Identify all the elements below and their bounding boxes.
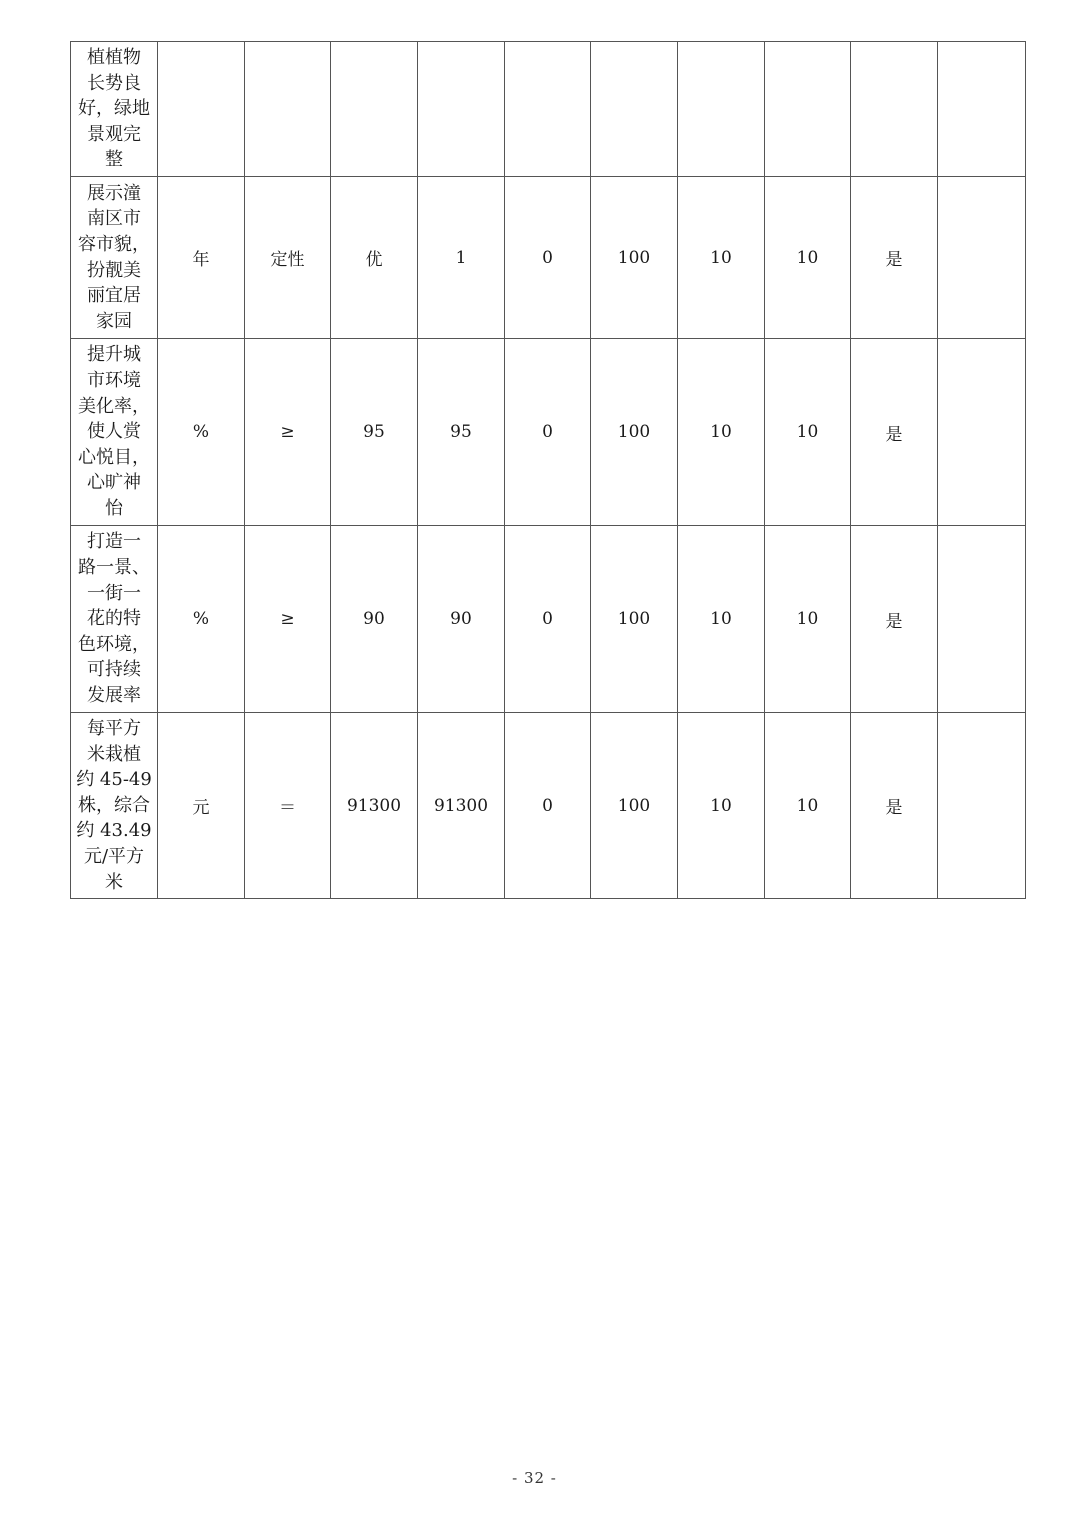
deviation-cell: 0 [505,339,591,526]
indicator-text-line: 市环境 [87,370,141,392]
table-row [71,526,1026,713]
meets-target-cell: 是 [851,526,938,713]
indicator-text-line: 怡 [105,497,123,519]
indicator-text-line: 南区市 [87,208,141,230]
indicator-cell [71,177,158,339]
indicator-text-line: 约 45-49 [76,769,152,791]
meets-target-cell [851,42,938,177]
target-value-cell: 95 [331,339,418,526]
deviation-cell [505,42,591,177]
indicator-text-line: 家园 [96,310,132,332]
target-value-cell: 优 [331,177,418,339]
indicator-cell [71,526,158,713]
indicator-text-line: 提升城 [87,344,141,366]
completion-rate-cell: 100 [591,177,678,339]
table-row [71,42,1026,177]
indicator-text-line: 打造一 [87,531,141,553]
remarks-cell [938,42,1026,177]
indicator-text-line: 元/平方 [83,845,145,867]
indicator-text-line: 植植物 [87,47,141,69]
weight-score-cell: 10 [678,713,765,899]
actual-value-cell: 91300 [418,713,505,899]
completion-rate-cell: 100 [591,526,678,713]
table-row [71,177,1026,339]
deviation-cell: 0 [505,526,591,713]
indicator-cell [71,42,158,177]
indicator-text-line: 美化率， [78,395,150,417]
indicator-text-line: 米 [105,871,123,893]
completion-rate-cell: 100 [591,713,678,899]
comparison-cell: 定性 [245,177,331,339]
comparison-cell: ≥ [245,526,331,713]
unit-cell: 年 [158,177,245,339]
weight-score-cell: 10 [678,339,765,526]
table-row [71,339,1026,526]
indicator-text-line: 长势良 [87,72,141,94]
unit-cell: 元 [158,713,245,899]
indicator-text-line: 景观完 [87,123,141,145]
indicator-text-line: 发展率 [87,684,141,706]
actual-score-cell: 10 [765,526,851,713]
indicator-text-line: 丽宜居 [87,285,141,307]
remarks-cell [938,177,1026,339]
weight-score-cell [678,42,765,177]
indicator-text-line: 好，绿地 [78,98,150,120]
actual-value-cell: 95 [418,339,505,526]
indicator-text-line: 可持续 [87,659,141,681]
indicator-text-line: 色环境， [78,633,150,655]
performance-indicator-table [70,41,1026,899]
indicator-text-line: 展示潼 [87,182,141,204]
unit-cell: % [158,526,245,713]
completion-rate-cell: 100 [591,339,678,526]
deviation-cell: 0 [505,713,591,899]
indicator-text-line: 整 [105,149,123,171]
remarks-cell [938,526,1026,713]
indicator-text-line: 每平方 [87,718,141,739]
indicator-cell [71,339,158,526]
target-value-cell: 91300 [331,713,418,899]
target-value-cell [331,42,418,177]
comparison-cell: ＝ [245,713,331,899]
actual-value-cell: 90 [418,526,505,713]
indicator-text-line: 扮靓美 [87,259,141,281]
actual-score-cell: 10 [765,713,851,899]
table-row [71,713,1026,899]
meets-target-cell: 是 [851,713,938,899]
indicator-text-line: 花的特 [87,608,141,630]
indicator-text-line: 容市貌， [78,233,150,255]
target-value-cell: 90 [331,526,418,713]
page-number: - 32 - [512,1469,557,1487]
indicator-text-line: 株，综合 [78,794,150,816]
actual-score-cell [765,42,851,177]
completion-rate-cell [591,42,678,177]
deviation-cell: 0 [505,177,591,339]
indicator-text-line: 路一景、 [78,557,150,579]
indicator-text-line: 使人赏 [87,421,141,443]
weight-score-cell: 10 [678,177,765,339]
weight-score-cell: 10 [678,526,765,713]
actual-score-cell: 10 [765,339,851,526]
indicator-text-line: 约 43.49 [76,820,152,842]
meets-target-cell: 是 [851,339,938,526]
unit-cell [158,42,245,177]
actual-value-cell [418,42,505,177]
indicator-text-line: 心悦目， [78,446,150,468]
remarks-cell [938,713,1026,899]
actual-score-cell: 10 [765,177,851,339]
indicator-text-line: 心旷神 [87,472,141,494]
unit-cell: % [158,339,245,526]
comparison-cell [245,42,331,177]
comparison-cell: ≥ [245,339,331,526]
indicator-text-line: 米栽植 [87,743,141,765]
remarks-cell [938,339,1026,526]
indicator-text-line: 一街一 [87,582,141,604]
meets-target-cell: 是 [851,177,938,339]
actual-value-cell: 1 [418,177,505,339]
indicator-cell [71,713,158,899]
table-body [71,42,1026,899]
